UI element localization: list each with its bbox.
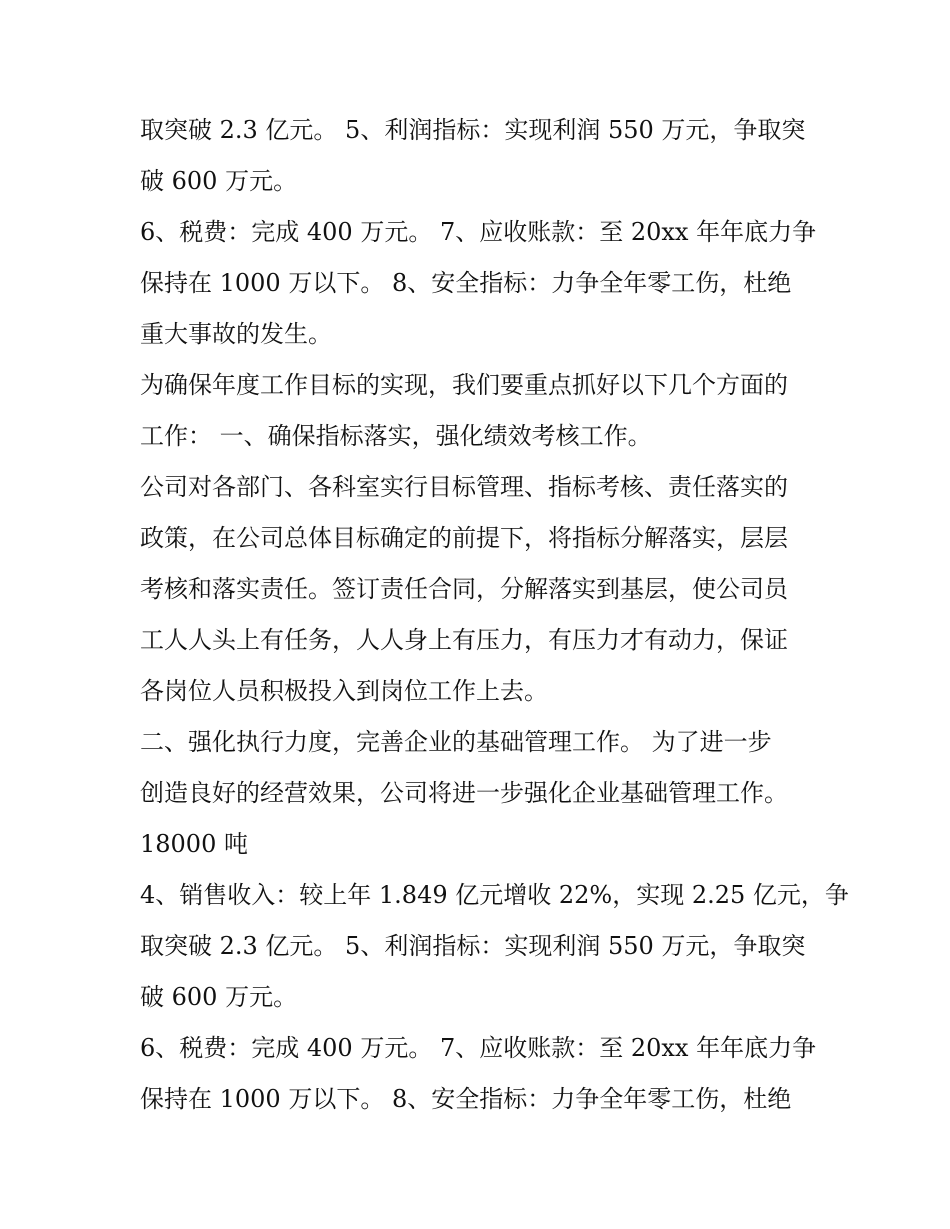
document-body <box>140 105 849 1125</box>
text-line: 各岗位人员积极投入到岗位工作上去。 <box>140 677 548 705</box>
text-line: 二、强化执行力度，完善企业的基础管理工作。 为了进一步 <box>140 728 772 756</box>
text-line: 破 600 万元。 <box>140 167 298 195</box>
text-line: 考核和落实责任。签订责任合同，分解落实到基层，使公司员 <box>140 575 788 603</box>
text-line: 18000 吨 <box>140 830 248 858</box>
text-line: 公司对各部门、各科室实行目标管理、指标考核、责任落实的 <box>140 473 788 501</box>
text-line: 工人人头上有任务，人人身上有压力，有压力才有动力，保证 <box>140 626 788 654</box>
text-line: 重大事故的发生。 <box>140 320 332 348</box>
text-line: 工作： 一、确保指标落实，强化绩效考核工作。 <box>140 422 652 450</box>
text-line: 4、销售收入：较上年 1.849 亿元增收 22%，实现 2.25 亿元，争 <box>140 881 849 909</box>
text-line: 6、税费：完成 400 万元。 7、应收账款：至 20xx 年年底力争 <box>140 1034 817 1062</box>
text-line: 保持在 1000 万以下。 8、安全指标：力争全年零工伤，杜绝 <box>140 1085 792 1113</box>
text-line: 政策，在公司总体目标确定的前提下，将指标分解落实，层层 <box>140 524 788 552</box>
text-line: 破 600 万元。 <box>140 983 298 1011</box>
text-line: 取突破 2.3 亿元。 5、利润指标：实现利润 550 万元，争取突 <box>140 116 806 144</box>
text-line: 为确保年度工作目标的实现，我们要重点抓好以下几个方面的 <box>140 371 788 399</box>
text-line: 取突破 2.3 亿元。 5、利润指标：实现利润 550 万元，争取突 <box>140 932 806 960</box>
text-line: 6、税费：完成 400 万元。 7、应收账款：至 20xx 年年底力争 <box>140 218 817 246</box>
text-line: 创造良好的经营效果，公司将进一步强化企业基础管理工作。 <box>140 779 788 807</box>
text-line: 保持在 1000 万以下。 8、安全指标：力争全年零工伤，杜绝 <box>140 269 792 297</box>
